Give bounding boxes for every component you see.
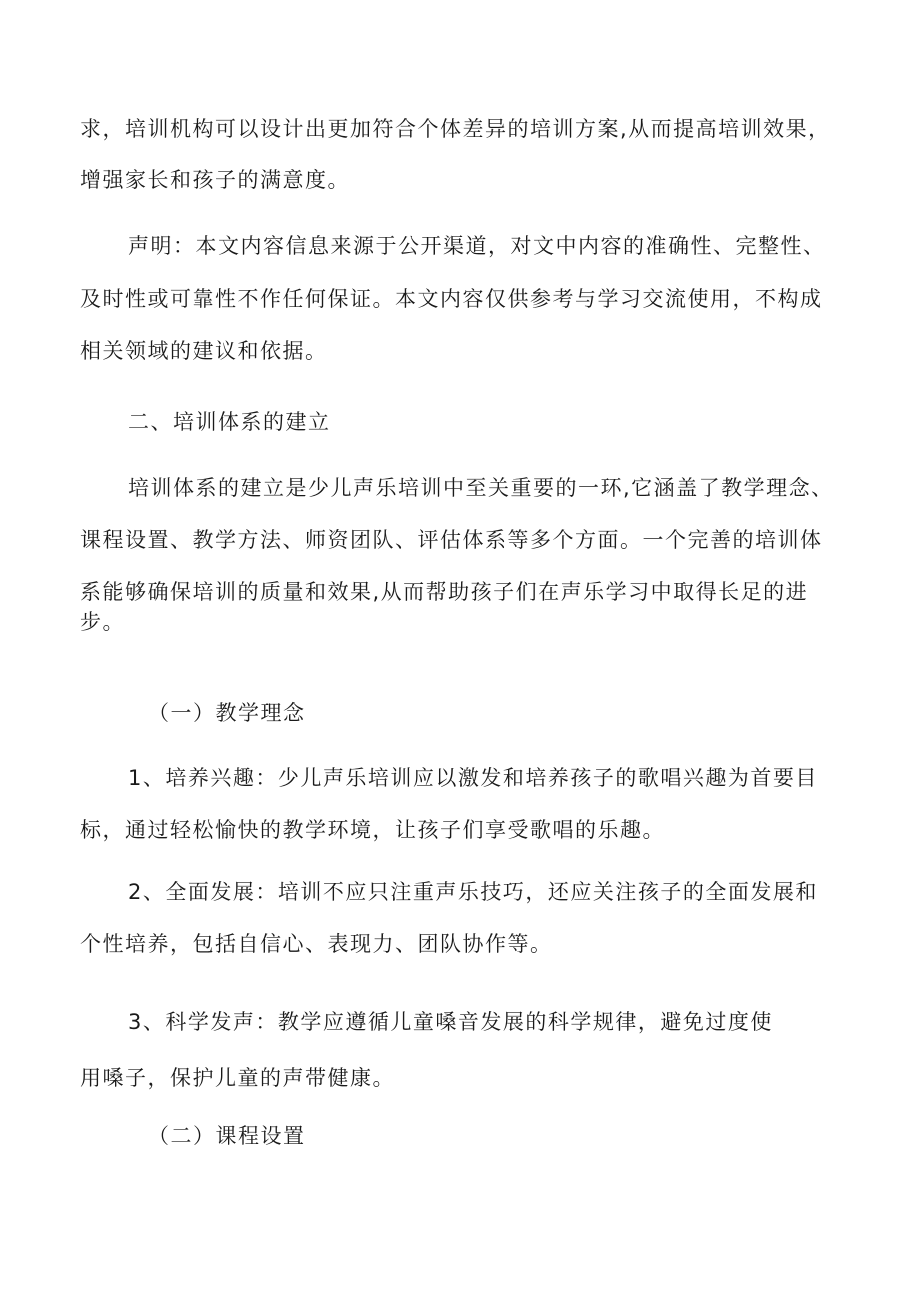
disclaimer-line2: 及时性或可靠性不作任何保证。本文内容仅供参考与学习交流使用，不构成 — [80, 287, 823, 311]
disclaimer-line3: 相关领域的建议和依据。 — [80, 339, 328, 363]
para1-line1: 求，培训机构可以设计出更加符合个体差异的培训方案,从而提高培训效果， — [80, 117, 831, 141]
para1-line2: 增强家长和孩子的满意度。 — [80, 168, 350, 192]
disclaimer-line1: 声明：本文内容信息来源于公开渠道，对文中内容的准确性、完整性、 — [128, 234, 826, 258]
para2-line4: 步。 — [80, 610, 125, 634]
item3-line2: 用嗓子，保护儿童的声带健康。 — [80, 1066, 395, 1090]
item1-line2: 标，通过轻松愉快的教学环境，让孩子们享受歌唱的乐趣。 — [80, 818, 665, 842]
item1-line1: 1、培养兴趣：少儿声乐培训应以激发和培养孩子的歌唱兴趣为首要目 — [128, 766, 818, 790]
para2-line1: 培训体系的建立是少儿声乐培训中至关重要的一环,它涵盖了教学理念、 — [128, 476, 834, 500]
para2-line3: 系能够确保培训的质量和效果,从而帮助孩子们在声乐学习中取得长足的进 — [80, 580, 809, 604]
sub1-heading: （一）教学理念 — [148, 701, 306, 725]
item2-line1: 2、全面发展：培训不应只注重声乐技巧，还应关注孩子的全面发展和 — [128, 880, 818, 904]
item3-line1: 3、科学发声：教学应遵循儿童嗓音发展的科学规律，避免过度使 — [128, 1010, 773, 1034]
section2-heading: 二、培训体系的建立 — [128, 410, 331, 434]
sub2-heading: （二）课程设置 — [148, 1124, 306, 1148]
para2-line2: 课程设置、教学方法、师资团队、评估体系等多个方面。一个完善的培训体 — [80, 528, 823, 552]
item2-line2: 个性培养，包括自信心、表现力、团队协作等。 — [80, 932, 553, 956]
